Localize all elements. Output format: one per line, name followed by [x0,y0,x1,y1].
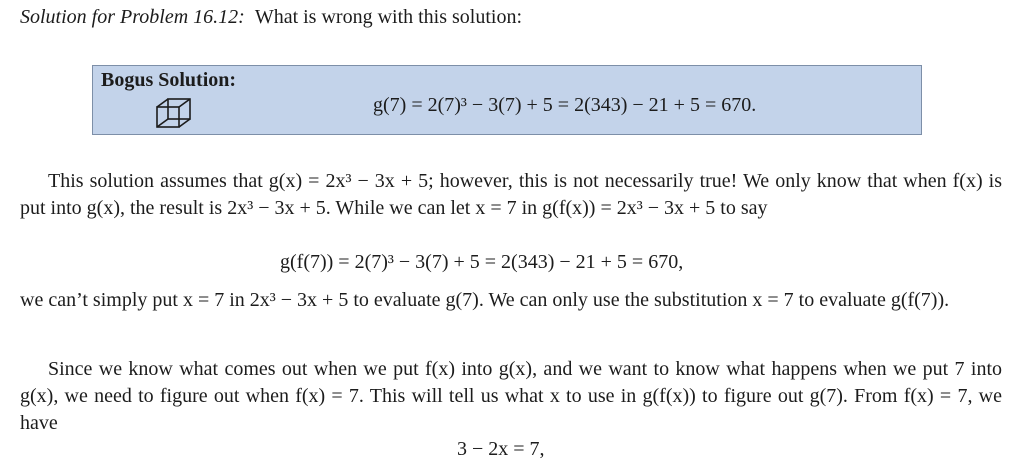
display-equation-1: g(f(7)) = 2(7)³ − 3(7) + 5 = 2(343) − 21 + 5 = 670, [280,251,684,273]
dunce-cube-icon [155,97,193,129]
bogus-equation: g(7) = 2(7)³ − 3(7) + 5 = 2(343) − 21 + 5 = 670. [373,94,757,116]
paragraph-2: we can’t simply put x = 7 in 2x³ − 3x + 5 to evaluate g(7). We can only use the substitution x = 7 to evaluate g(f(7)). [20,289,950,311]
display-equation-2: 3 − 2x = 7, [457,438,545,460]
paragraph-3: Since we know what comes out when we put f(x) into g(x), and we want to know what happens when we put 7 into g(x), we need to figure out when f(x) = 7. This will tell us what x to use in g(f(x)) to figure out g(7). From f(x) = 7, we have [20,358,1002,434]
paragraph-1: This solution assumes that g(x) = 2x³ − 3x + 5; however, this is not necessarily true! We only know that when f(x) is put into g(x), the result is 2x³ − 3x + 5. While we can let x = 7 in g(f(x)) = 2x³ − 3x + 5 to say [20,170,1002,219]
heading-question: What is wrong with this solution: [254,6,523,28]
problem-heading [20,6,522,29]
bogus-solution-box [92,65,922,135]
solution-label: Solution for Problem 16.12: [20,6,245,28]
bogus-solution-title: Bogus Solution: [101,69,237,91]
